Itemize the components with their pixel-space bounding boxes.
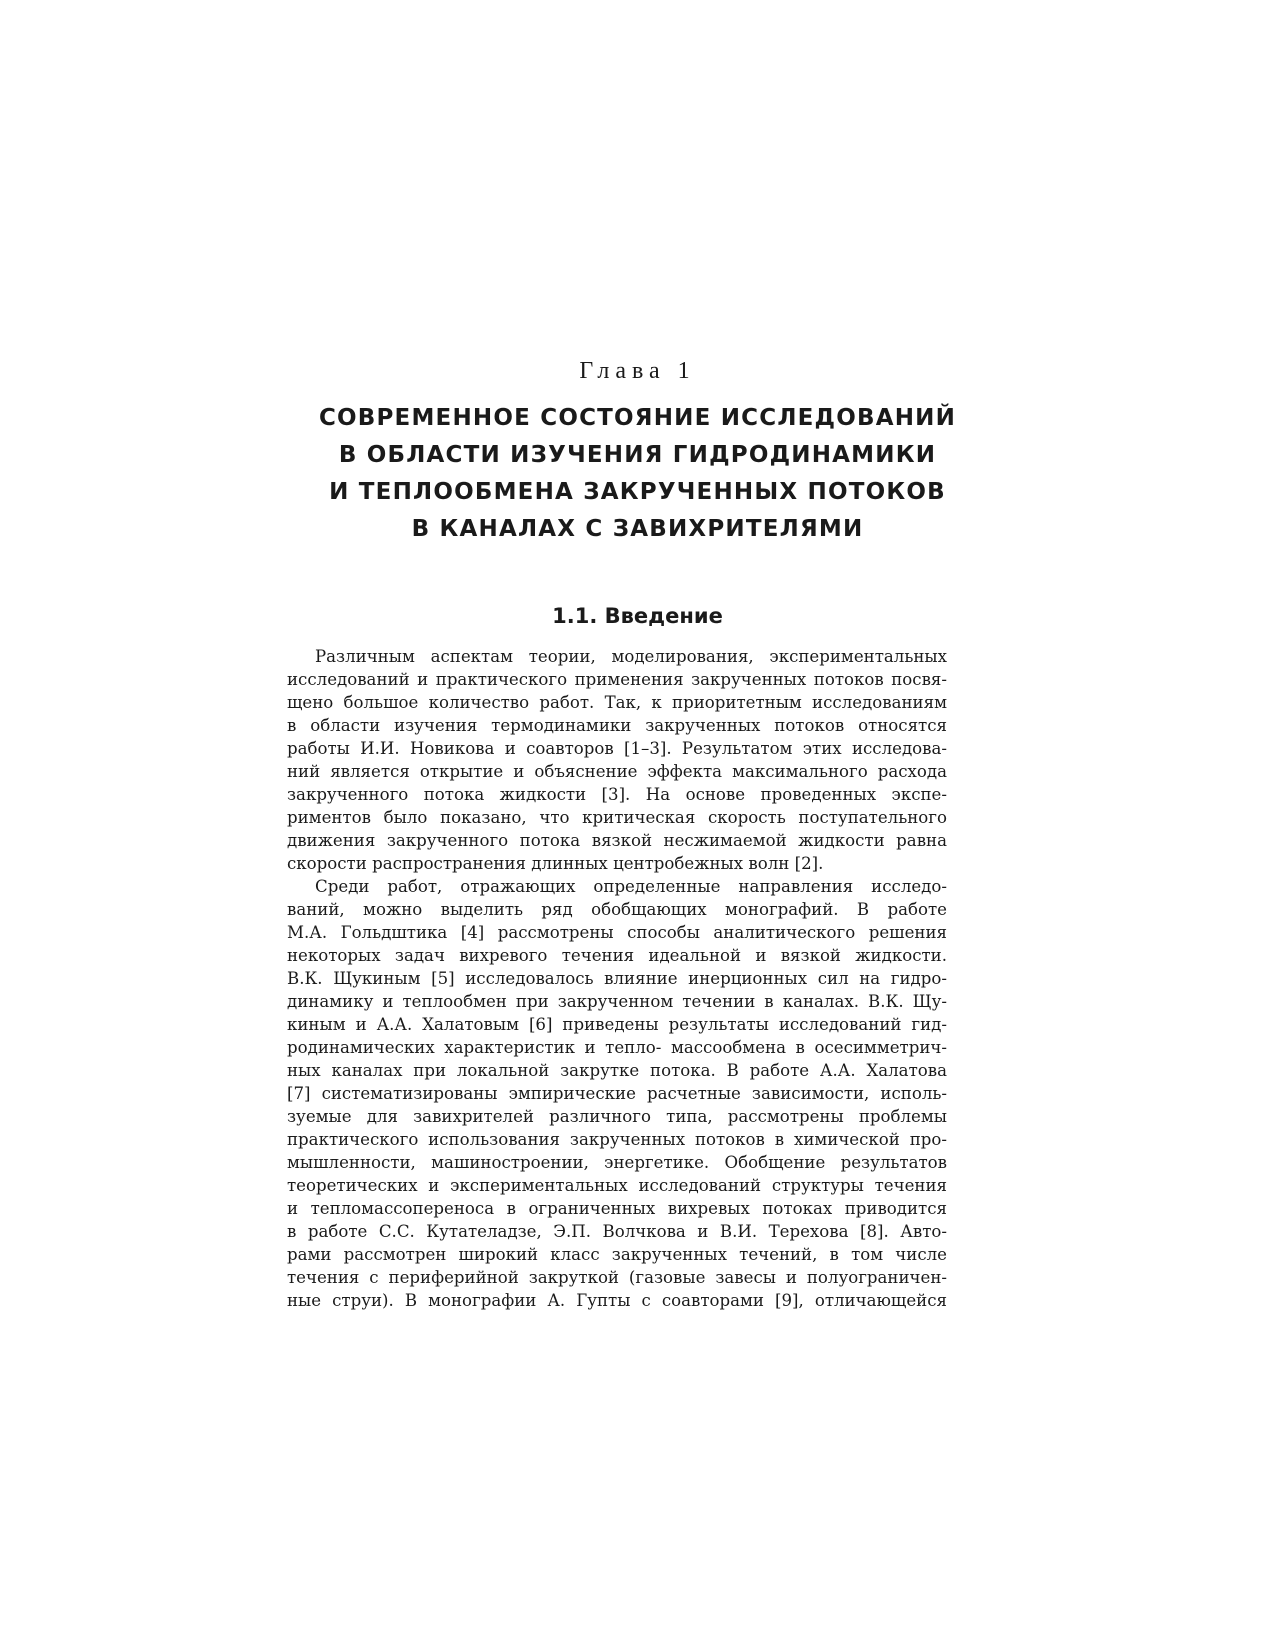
text-line: течения с периферийной закруткой (газовые завесы и полуограничен- — [287, 1268, 947, 1287]
text-line: теоретических и экспериментальных исследований структуры течения — [287, 1176, 947, 1195]
text-line: в области изучения термодинамики закрученных потоков относятся — [287, 716, 947, 735]
text-line: ные струи). В монографии А. Гупты с соавторами [9], отличающейся — [287, 1291, 947, 1310]
text-line: динамику и теплообмен при закрученном течении в каналах. В.К. Щу- — [287, 992, 947, 1011]
text-line: работы И.И. Новикова и соавторов [1–3]. Результатом этих исследова- — [287, 739, 947, 758]
text-line: киным и А.А. Халатовым [6] приведены результаты исследований гид- — [287, 1015, 947, 1034]
chapter-title-line: В ОБЛАСТИ ИЗУЧЕНИЯ ГИДРОДИНАМИКИ — [338, 442, 937, 468]
paragraph-1 — [287, 645, 947, 875]
text-line: движения закрученного потока вязкой несжимаемой жидкости равна — [287, 831, 947, 850]
body-text — [287, 645, 947, 1312]
text-line: В.К. Щукиным [5] исследовалось влияние инерционных сил на гидро- — [287, 969, 947, 988]
text-line: рами рассмотрен широкий класс закрученных течений, в том числе — [287, 1245, 947, 1264]
chapter-label: Глава 1 — [579, 358, 696, 384]
text-line: и тепломассопереноса в ограниченных вихревых потоках приводится — [287, 1199, 947, 1218]
text-line: М.А. Гольдштика [4] рассмотрены способы аналитического решения — [287, 923, 947, 942]
text-line: практического использования закрученных потоков в химической про- — [287, 1130, 947, 1149]
text-line: ных каналах при локальной закрутке потока. В работе А.А. Халатова — [287, 1061, 947, 1080]
text-line: исследований и практического применения закрученных потоков посвя- — [287, 670, 947, 689]
section-title: 1.1. Введение — [552, 604, 723, 628]
chapter-title-line: В КАНАЛАХ С ЗАВИХРИТЕЛЯМИ — [411, 516, 864, 542]
text-line: родинамических характеристик и тепло- массообмена в осесимметрич- — [287, 1038, 947, 1057]
chapter-title-line: СОВРЕМЕННОЕ СОСТОЯНИЕ ИССЛЕДОВАНИЙ — [318, 405, 957, 431]
chapter-title-line: И ТЕПЛООБМЕНА ЗАКРУЧЕННЫХ ПОТОКОВ — [329, 479, 946, 505]
text-line: [7] систематизированы эмпирические расчетные зависимости, исполь- — [287, 1084, 947, 1103]
text-line: Среди работ, отражающих определенные направления исследо- — [315, 877, 947, 896]
text-line: зуемые для завихрителей различного типа, рассмотрены проблемы — [287, 1107, 947, 1126]
text-line: скорости распространения длинных центробежных волн [2]. — [287, 854, 824, 873]
text-line: щено большое количество работ. Так, к приоритетным исследованиям — [287, 693, 947, 712]
text-line: мышленности, машиностроении, энергетике. Обобщение результатов — [287, 1153, 947, 1172]
text-line: ний является открытие и объяснение эффекта максимального расхода — [287, 762, 947, 781]
text-line: в работе С.С. Кутателадзе, Э.П. Волчкова и В.И. Терехова [8]. Авто- — [287, 1222, 947, 1241]
text-line: ваний, можно выделить ряд обобщающих монографий. В работе — [287, 900, 947, 919]
text-line: Различным аспектам теории, моделирования, экспериментальных — [315, 647, 947, 666]
paragraph-2 — [287, 875, 947, 1312]
text-line: некоторых задач вихревого течения идеальной и вязкой жидкости. — [287, 946, 947, 965]
text-line: закрученного потока жидкости [3]. На основе проведенных экспе- — [287, 785, 947, 804]
text-line: риментов было показано, что критическая скорость поступательного — [287, 808, 947, 827]
chapter-title — [240, 400, 1035, 548]
